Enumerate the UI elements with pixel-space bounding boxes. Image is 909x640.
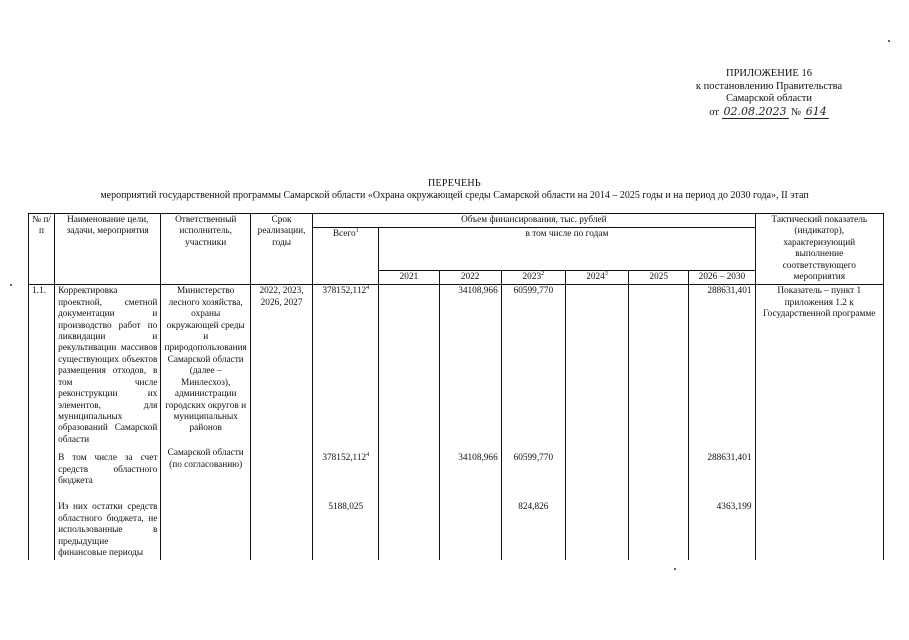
row-period bbox=[250, 488, 312, 560]
table-row bbox=[29, 285, 884, 447]
row-indicator bbox=[755, 488, 883, 560]
row-2022: 34108,966 bbox=[439, 285, 501, 447]
col-2022-header: 2022 bbox=[439, 271, 501, 285]
row-2023: 60599,770 bbox=[501, 285, 565, 447]
row-2026-2030: 288631,401 bbox=[689, 447, 755, 488]
row-2023: 824,826 bbox=[501, 488, 565, 560]
appendix-title: ПРИЛОЖЕНИЕ 16 bbox=[726, 68, 812, 79]
document-title bbox=[0, 178, 909, 202]
col-2023-header: 2023$^2$ bbox=[501, 271, 565, 285]
row-executor: Министерство лесного хозяйства, охраны окружающей среды и природопользования Самарской области (далее – Минлесхоз), администрации городских округов и муниципальных районов bbox=[161, 285, 251, 447]
row-name: Из них остатки средств областного бюджета, не использованные в предыдущие финансовые периоды bbox=[55, 488, 161, 560]
appendix-date-line bbox=[669, 106, 869, 120]
row-total: 378152,112$^4$ bbox=[313, 447, 379, 488]
col-period-header: Срок реализации, годы bbox=[250, 214, 312, 285]
row-2022 bbox=[439, 488, 501, 560]
row-2025 bbox=[629, 285, 689, 447]
row-2021 bbox=[379, 447, 439, 488]
appendix-line2: к постановлению Правительства bbox=[695, 80, 843, 92]
col-2026-2030-header: 2026 – 2030 bbox=[689, 271, 755, 285]
handwritten-number: 614 bbox=[805, 104, 827, 118]
col-indicator-header: Тактический показатель (индикатор), характеризующий выполнение соответствующего мероприятия bbox=[755, 214, 883, 285]
row-num bbox=[29, 447, 55, 488]
handwritten-date: 02.08.2023 bbox=[723, 104, 787, 118]
row-period: 2022, 2023, 2026, 2027 bbox=[250, 285, 312, 447]
col-2025-header: 2025 bbox=[629, 271, 689, 285]
row-2026-2030: 288631,401 bbox=[689, 285, 755, 447]
row-total: 378152,112$^4$ bbox=[313, 285, 379, 447]
title-subtitle: мероприятий государственной программы Самарской области «Охрана окружающей среды Самарской области на 2014 – 2025 годы и на период до 2030 года», II этап bbox=[100, 190, 809, 201]
row-2023: 60599,770 bbox=[501, 447, 565, 488]
row-total: 5188,025 bbox=[313, 488, 379, 560]
col-executor-header: Ответственный исполнитель, участники bbox=[161, 214, 251, 285]
header-row-1 bbox=[29, 214, 884, 228]
number-label: № bbox=[791, 106, 802, 118]
col-total-header: Всего$^1$ bbox=[313, 228, 379, 285]
col-num-header: № п/п bbox=[29, 214, 55, 285]
row-indicator bbox=[755, 447, 883, 488]
row-executor: Самарской области (по согласованию) bbox=[161, 447, 251, 488]
row-2021 bbox=[379, 285, 439, 447]
table-row bbox=[29, 447, 884, 488]
col-2024-header: 2024$^3$ bbox=[565, 271, 628, 285]
row-2025 bbox=[629, 488, 689, 560]
col-name-header: Наименование цели, задачи, мероприятия bbox=[55, 214, 161, 285]
row-num: 1.1. bbox=[29, 285, 55, 447]
scan-speck bbox=[10, 284, 12, 286]
table-row bbox=[29, 488, 884, 560]
row-2022: 34108,966 bbox=[439, 447, 501, 488]
row-2025 bbox=[629, 447, 689, 488]
row-2024 bbox=[565, 447, 628, 488]
col-byyears-header: в том числе по годам bbox=[379, 228, 755, 271]
row-2024 bbox=[565, 488, 628, 560]
appendix-header bbox=[669, 68, 869, 119]
row-2026-2030: 4363,199 bbox=[689, 488, 755, 560]
row-2024 bbox=[565, 285, 628, 447]
scan-speck bbox=[888, 40, 890, 42]
from-label: от bbox=[709, 106, 719, 118]
row-indicator: Показатель – пункт 1 приложения 1.2 к Государственной программе bbox=[755, 285, 883, 447]
row-executor bbox=[161, 488, 251, 560]
col-financing-header: Объем финансирования, тыс. рублей bbox=[313, 214, 755, 228]
col-2021-header: 2021 bbox=[379, 271, 439, 285]
row-num bbox=[29, 488, 55, 560]
financing-table bbox=[28, 213, 884, 560]
title-main: ПЕРЕЧЕНЬ bbox=[428, 178, 481, 189]
appendix-line3: Самарской области bbox=[726, 93, 812, 104]
row-period bbox=[250, 447, 312, 488]
row-2021 bbox=[379, 488, 439, 560]
scan-speck bbox=[674, 568, 676, 570]
row-name: В том числе за счет средств областного бюджета bbox=[55, 447, 161, 488]
row-name: Корректировка проектной, сметной документации и производство работ по ликвидации и рекультивации массивов существующих объектов размещения отходов, в том числе реконструкции их элементов, для муниципальных образований Самарской области bbox=[55, 285, 161, 447]
